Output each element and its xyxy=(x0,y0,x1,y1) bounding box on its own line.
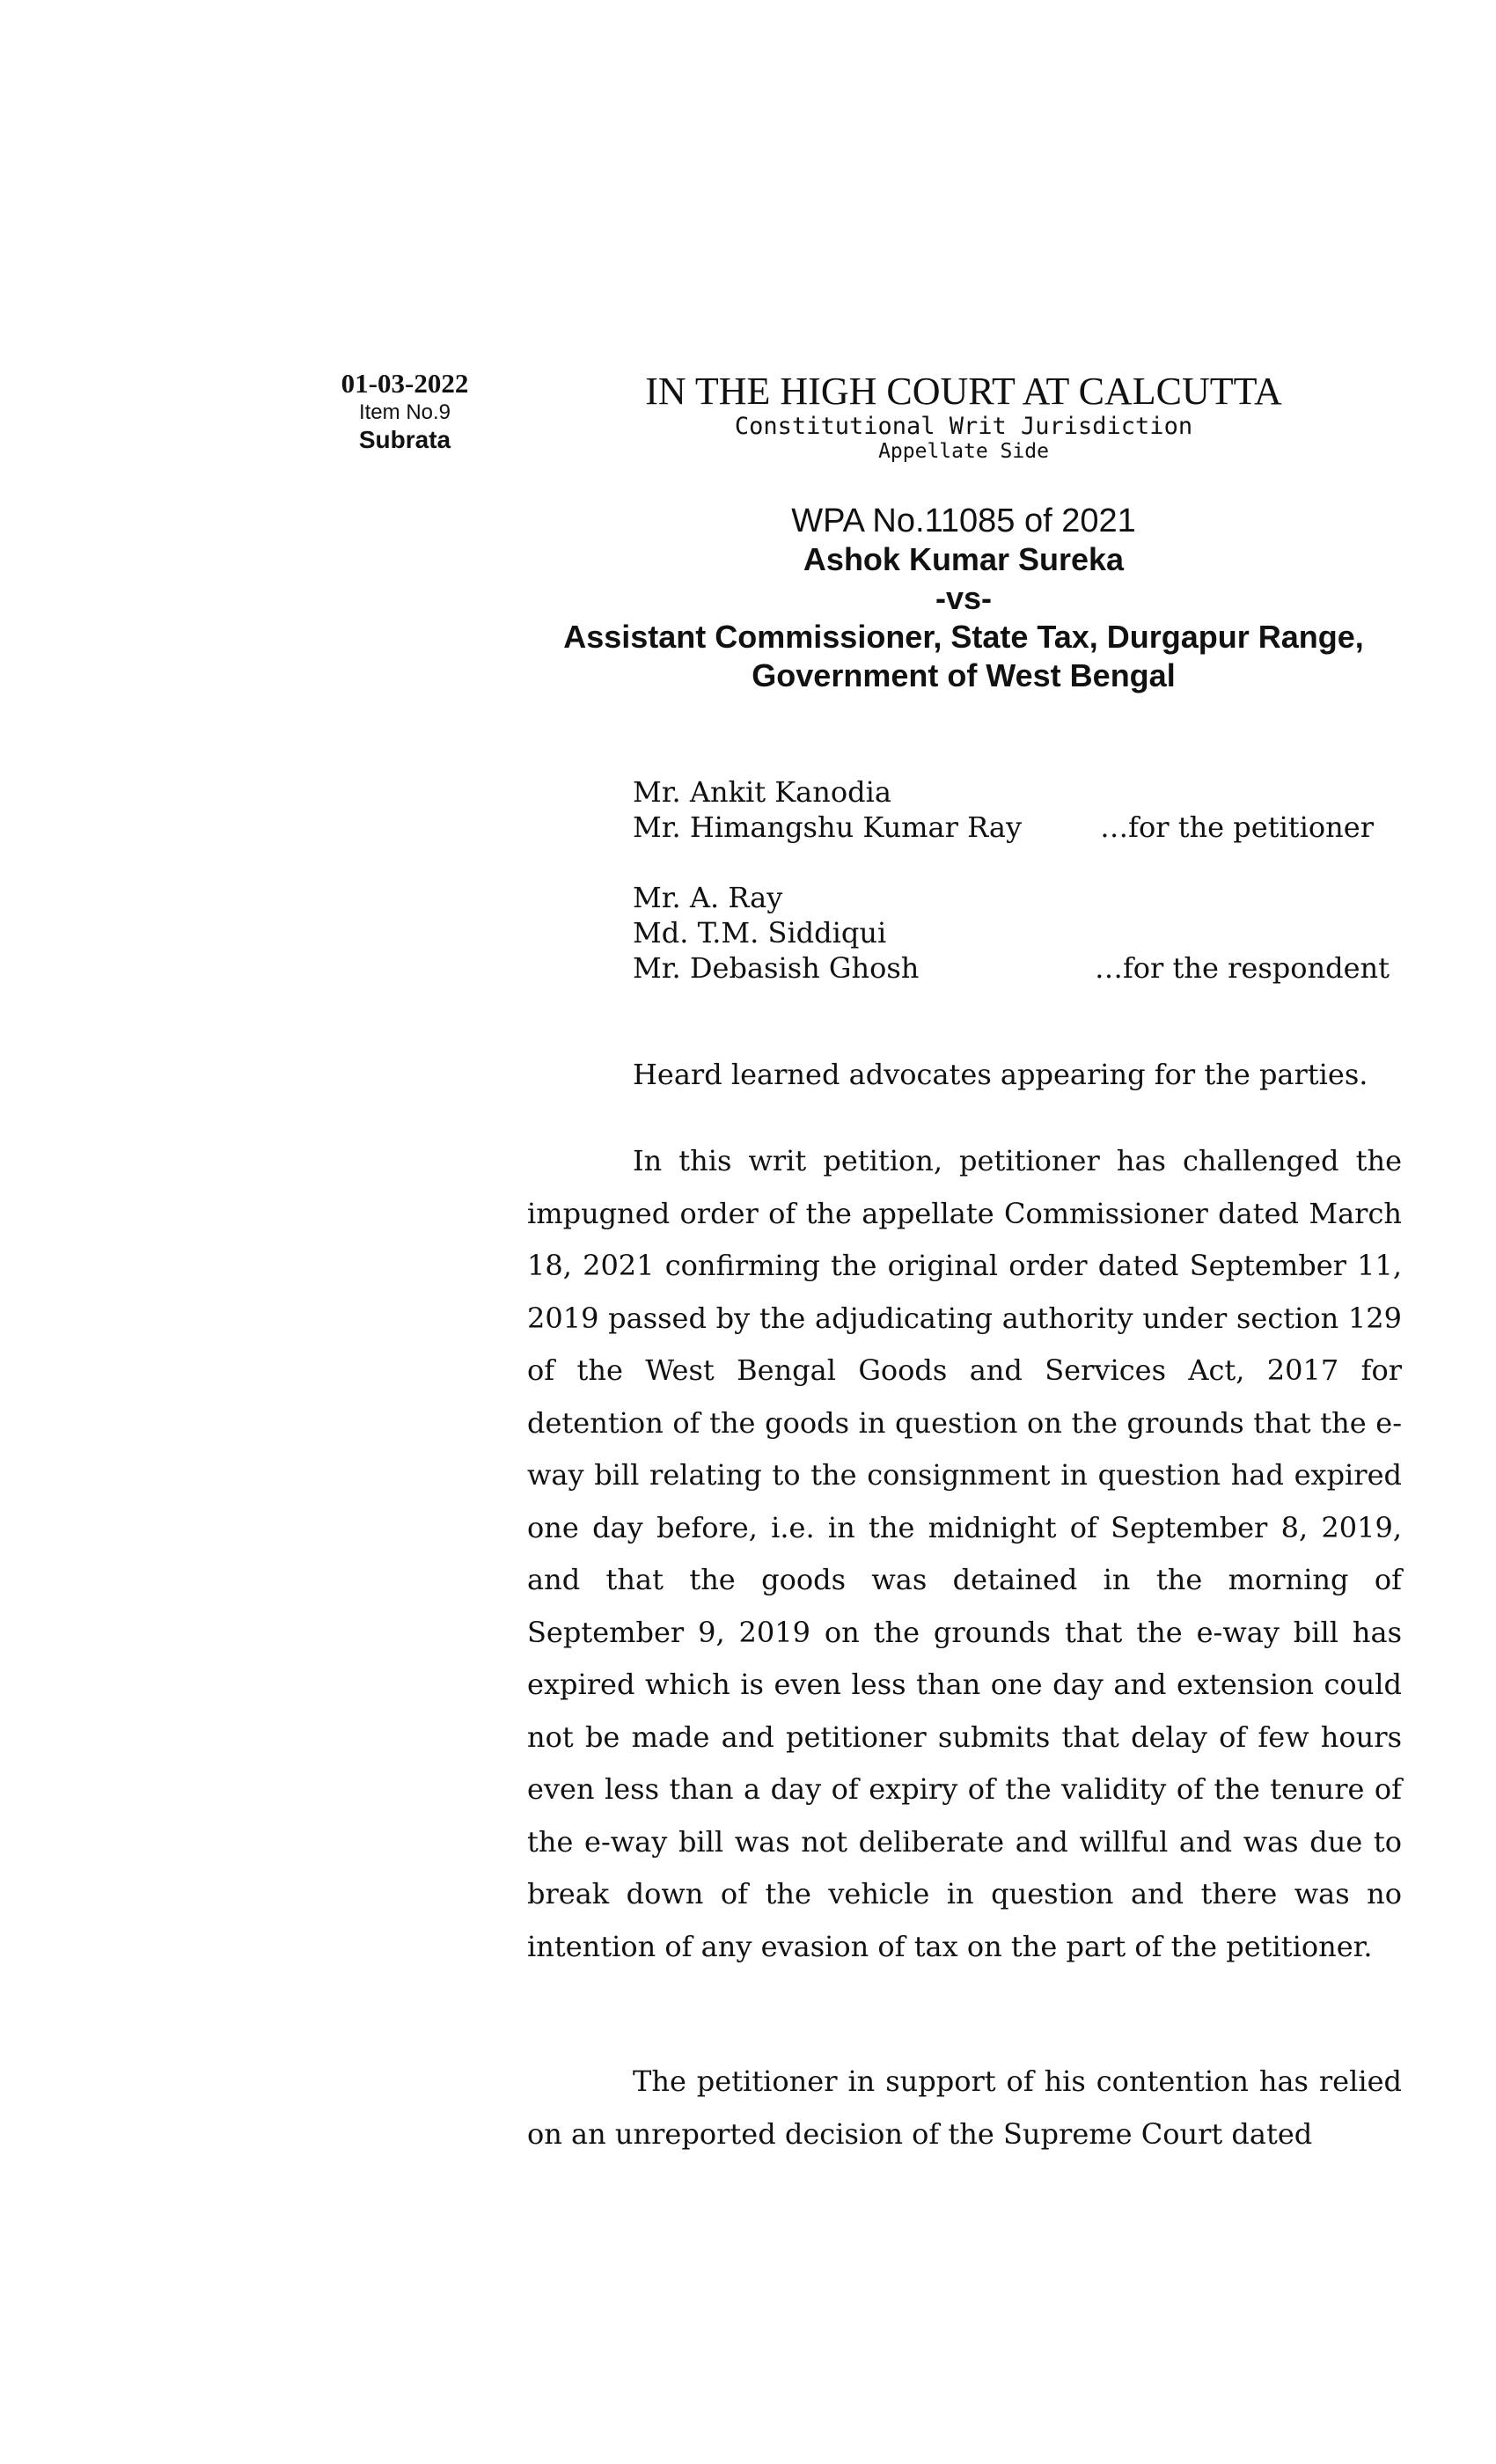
order-paragraph-2: The petitioner in support of his contention has relied on an unreported decision of the Supreme Court dated xyxy=(527,2064,1402,2151)
counsel-line xyxy=(633,810,1390,845)
counsel-name: Md. T.M. Siddiqui xyxy=(633,916,887,950)
respondent-name-line2: Government of West Bengal xyxy=(752,657,1176,693)
court-side: Appellate Side xyxy=(878,440,1049,463)
counsel-line xyxy=(633,774,1390,810)
case-title-block xyxy=(524,502,1404,695)
counsel-name: Mr. Ankit Kanodia xyxy=(633,775,891,809)
counsel-line xyxy=(633,950,1390,986)
item-number: Item No.9 xyxy=(358,400,451,424)
counsel-line xyxy=(633,915,1390,950)
petitioner-role: …for the petitioner xyxy=(1100,810,1374,844)
counsel-name: Mr. Debasish Ghosh xyxy=(633,951,920,985)
versus-label: -vs- xyxy=(935,580,993,616)
counsel-name: Mr. A. Ray xyxy=(633,881,783,914)
court-name: IN THE HIGH COURT AT CALCUTTA xyxy=(645,370,1282,413)
petitioner-appearances xyxy=(633,774,1390,845)
order-paragraph-1: In this writ petition, petitioner has challenged the impugned order of the appellate Commissioner dated March 18, 2021 confirming the original order dated September 11, 2019 passed by the adjudicating authority under section 129 of the West Bengal Goods and Services Act, 2017 for detention of the goods in question on the grounds that the e-way bill relating to the consignment in question had expired one day before, i.e. in the midnight of September 8, 2019, and that the goods was detained in the morning of September 9, 2019 on the grounds that the e-way bill has expired which is even less than one day and extension could not be made and petitioner submits that delay of few hours even less than a day of expiry of the validity of the tenure of the e-way bill was not deliberate and willful and was due to break down of the vehicle in question and there was no intention of any evasion of tax on the part of the petitioner. xyxy=(527,1144,1402,1963)
heard-statement: Heard learned advocates appearing for the parties. xyxy=(633,1058,1368,1091)
respondent-role: …for the respondent xyxy=(1094,951,1390,985)
case-number: WPA No.11085 of 2021 xyxy=(791,502,1136,539)
respondent-name-line1: Assistant Commissioner, State Tax, Durgapur Range, xyxy=(563,619,1364,655)
petitioner-name: Ashok Kumar Sureka xyxy=(803,541,1125,577)
jurisdiction: Constitutional Writ Jurisdiction xyxy=(734,413,1193,440)
counsel-name: Mr. Himangshu Kumar Ray xyxy=(633,810,1023,844)
counsel-line xyxy=(633,880,1390,915)
order-date: 01-03-2022 xyxy=(341,368,469,399)
respondent-appearances xyxy=(633,880,1390,986)
clerk-name: Subrata xyxy=(358,426,451,453)
court-header xyxy=(524,370,1404,463)
margin-note xyxy=(317,368,493,454)
